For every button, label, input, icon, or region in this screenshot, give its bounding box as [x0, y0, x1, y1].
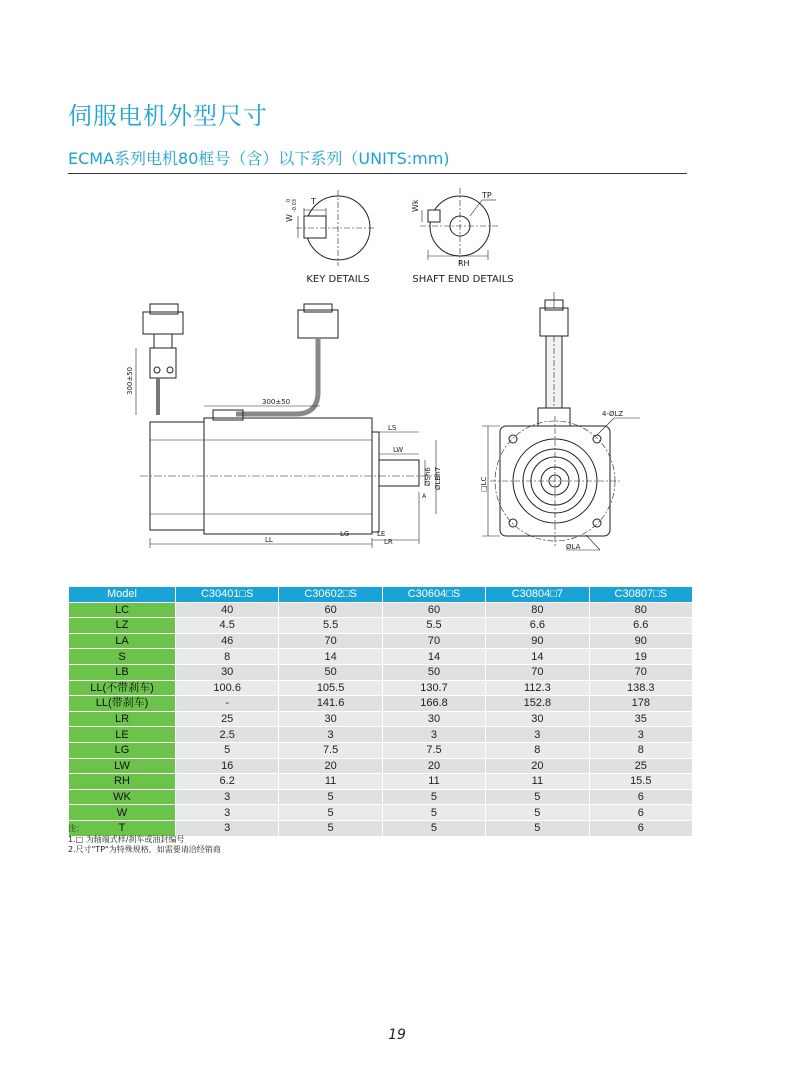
table-cell: 20 — [279, 758, 382, 774]
key-w-tol-top: 0 — [286, 198, 292, 202]
table-cell: 16 — [176, 758, 279, 774]
page-title: 伺服电机外型尺寸 — [68, 102, 268, 130]
table-cell: 5.5 — [382, 618, 485, 634]
table-cell: 6 — [589, 789, 692, 805]
shaft-tp-label: TP — [482, 191, 492, 200]
table-cell: 35 — [589, 711, 692, 727]
table-cell: 5 — [486, 820, 589, 836]
table-cell: 141.6 — [279, 696, 382, 712]
table-cell: 178 — [589, 696, 692, 712]
table-cell: 7.5 — [382, 742, 485, 758]
dim-lz-label: 4-ØLZ — [602, 410, 624, 418]
table-cell: - — [176, 696, 279, 712]
dim-ll-label: LL — [265, 536, 273, 544]
key-w-tol: -0.03 — [292, 199, 298, 212]
table-row — [69, 680, 693, 696]
table-cell: 20 — [382, 758, 485, 774]
table-cell: 4.5 — [176, 618, 279, 634]
table-cell: 3 — [589, 727, 692, 743]
note-item: 2.尺寸"TP"为特殊规格，如需要请洽经销商 — [68, 845, 221, 854]
table-cell: 8 — [176, 649, 279, 665]
table-row — [69, 789, 693, 805]
table-cell: 7.5 — [279, 742, 382, 758]
table-row — [69, 742, 693, 758]
table-cell: 6 — [589, 820, 692, 836]
row-label: LR — [69, 711, 176, 727]
table-row — [69, 649, 693, 665]
table-cell: 5 — [486, 805, 589, 821]
table-cell: 6.6 — [589, 618, 692, 634]
table-cell: 20 — [486, 758, 589, 774]
dim-lg-label: LG — [340, 530, 350, 538]
table-cell: 2.5 — [176, 727, 279, 743]
table-row — [69, 774, 693, 790]
table-cell: 70 — [279, 633, 382, 649]
table-cell: 25 — [176, 711, 279, 727]
table-cell: 6.2 — [176, 774, 279, 790]
dim-lr-label: LR — [384, 538, 393, 546]
table-cell: 5 — [176, 742, 279, 758]
row-label: LG — [69, 742, 176, 758]
shaft-end-label: SHAFT END DETAILS — [412, 274, 514, 285]
table-header-cell: Model — [69, 587, 176, 603]
table-cell: 100.6 — [176, 680, 279, 696]
table-cell: 5 — [382, 805, 485, 821]
row-label: LW — [69, 758, 176, 774]
row-label: LC — [69, 602, 176, 618]
table-cell: 5 — [279, 789, 382, 805]
row-label: WK — [69, 789, 176, 805]
table-cell: 80 — [589, 602, 692, 618]
datum-a-label: A — [422, 493, 427, 500]
table-cell: 60 — [382, 602, 485, 618]
table-cell: 90 — [486, 633, 589, 649]
key-w-label: W — [285, 214, 294, 222]
table-cell: 60 — [279, 602, 382, 618]
table-cell: 11 — [486, 774, 589, 790]
table-cell: 30 — [176, 664, 279, 680]
motor-front-view — [482, 292, 640, 550]
table-cell: 5 — [382, 789, 485, 805]
table-cell: 30 — [279, 711, 382, 727]
table-cell: 105.5 — [279, 680, 382, 696]
table-cell: 166.8 — [382, 696, 485, 712]
table-cell: 70 — [486, 664, 589, 680]
table-cell: 14 — [486, 649, 589, 665]
table-cell: 25 — [589, 758, 692, 774]
table-cell: 11 — [279, 774, 382, 790]
dim-lc-label: □LC — [480, 476, 488, 492]
table-row — [69, 805, 693, 821]
notes — [68, 824, 221, 856]
table-cell: 6 — [589, 805, 692, 821]
cable-horizontal-label: 300±50 — [262, 398, 291, 406]
dim-lb-label: ØLBh7 — [434, 466, 442, 490]
dim-s-label: ØSh6 — [424, 467, 432, 486]
shaft-rh-label: RH — [458, 259, 470, 268]
shaft-wk-label: Wk — [411, 199, 420, 212]
table-row — [69, 664, 693, 680]
table-cell: 30 — [382, 711, 485, 727]
table-cell: 30 — [486, 711, 589, 727]
row-label: LZ — [69, 618, 176, 634]
cable-vertical-label: 300±50 — [126, 366, 134, 395]
table-cell: 3 — [486, 727, 589, 743]
row-label: S — [69, 649, 176, 665]
dim-la-label: ØLA — [566, 543, 581, 551]
dimension-table — [68, 586, 693, 837]
key-details-label: KEY DETAILS — [306, 274, 370, 285]
table-cell: 50 — [382, 664, 485, 680]
table-cell: 6.6 — [486, 618, 589, 634]
row-label: LA — [69, 633, 176, 649]
table-cell: 152.8 — [486, 696, 589, 712]
table-row — [69, 711, 693, 727]
table-cell: 5 — [279, 805, 382, 821]
table-cell: 46 — [176, 633, 279, 649]
table-cell: 15.5 — [589, 774, 692, 790]
row-label: T — [69, 820, 176, 836]
notes-heading: 注： — [68, 824, 84, 833]
table-cell: 3 — [382, 727, 485, 743]
row-label: RH — [69, 774, 176, 790]
table-cell: 138.3 — [589, 680, 692, 696]
table-cell: 5 — [279, 820, 382, 836]
table-header-cell: C30401□S — [176, 587, 279, 603]
table-cell: 11 — [382, 774, 485, 790]
key-details-figure — [296, 190, 376, 266]
dim-lw-label: LW — [393, 446, 404, 454]
table-header-row — [69, 587, 693, 603]
table-cell: 80 — [486, 602, 589, 618]
table-row — [69, 618, 693, 634]
section-subtitle: ECMA系列电机80框号（含）以下系列（UNITS:mm) — [68, 149, 450, 168]
row-label: LL(带刹车) — [69, 696, 176, 712]
table-cell: 3 — [176, 805, 279, 821]
table-cell: 14 — [279, 649, 382, 665]
table-cell: 8 — [589, 742, 692, 758]
dim-le-label: LE — [377, 530, 386, 538]
row-label: W — [69, 805, 176, 821]
table-row — [69, 633, 693, 649]
table-cell: 3 — [279, 727, 382, 743]
table-cell: 3 — [176, 789, 279, 805]
page-number: 19 — [388, 1027, 406, 1043]
table-cell: 5 — [486, 789, 589, 805]
table-cell: 19 — [589, 649, 692, 665]
motor-dimension-drawing — [0, 180, 794, 570]
row-label: LB — [69, 664, 176, 680]
row-label: LE — [69, 727, 176, 743]
table-header-cell: C30604□S — [382, 587, 485, 603]
table-row — [69, 696, 693, 712]
table-cell: 70 — [589, 664, 692, 680]
row-label: LL(不带刹车) — [69, 680, 176, 696]
dim-ls-label: LS — [388, 424, 397, 432]
table-cell: 130.7 — [382, 680, 485, 696]
table-cell: 90 — [589, 633, 692, 649]
table-row — [69, 727, 693, 743]
table-header-cell: C30804□7 — [486, 587, 589, 603]
table-cell: 8 — [486, 742, 589, 758]
key-t-label: T — [311, 197, 316, 206]
table-cell: 5.5 — [279, 618, 382, 634]
table-row — [69, 758, 693, 774]
table-cell: 50 — [279, 664, 382, 680]
table-cell: 3 — [176, 820, 279, 836]
table-header-cell: C30602□S — [279, 587, 382, 603]
note-item: 1.□ 为轴端式样/刹车或油封编号 — [68, 834, 185, 844]
table-cell: 112.3 — [486, 680, 589, 696]
table-cell: 5 — [382, 820, 485, 836]
table-cell: 40 — [176, 602, 279, 618]
table-cell: 14 — [382, 649, 485, 665]
table-row — [69, 602, 693, 618]
table-cell: 70 — [382, 633, 485, 649]
divider-line — [68, 173, 687, 174]
table-header-cell: C30807□S — [589, 587, 692, 603]
